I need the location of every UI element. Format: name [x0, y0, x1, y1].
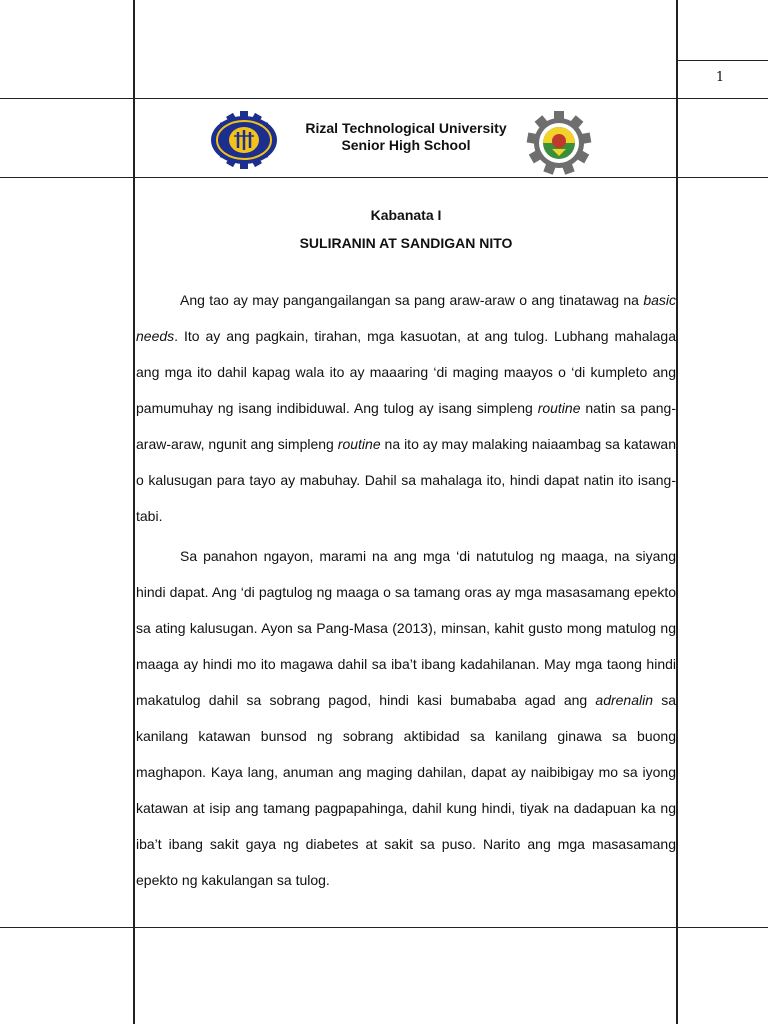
body-paragraph-2: [136, 538, 676, 898]
rtu-seal-icon: [208, 111, 280, 174]
chapter-title: SULIRANIN AT SANDIGAN NITO: [299, 235, 513, 251]
p1-emphasis-basic-needs: basic needs: [136, 292, 676, 344]
p2-text-1: Sa panahon ngayon, marami na ang mga ‘di natutulog ng maaga, na siyang hindi dapat. Ang ‘di pagtulog ng maaga o sa tamang oras ay mga masasamang epekto sa ating kalusugan. Ayon sa Pang-Masa (2013), minsan, kahit gusto mong matulog ng maaga ay hindi mo ito magawa dahil sa iba’t ibang kadahilanan. May mga taong hindi makatulog dahil sa sobrang pagod, hindi kasi bumababa agad ang: [136, 548, 676, 708]
p2-text-2: sa kanilang katawan bunsod ng sobrang aktibidad sa kanilang ginawa sa buong maghapon. Kaya lang, anuman ang maging dahilan, dapat ay naibibigay mo sa iyong katawan at isip ang tamang pagpapahinga, dahil kung hindi, tiyak na dadapuan ka ng iba’t ibang sakit gaya ng diabetes at sakit sa puso. Narito ang mga masasamang epekto ng kakulangan sa tulog.: [136, 692, 676, 888]
rtu-shs-gear-seal-icon: [526, 110, 592, 181]
right-margin-line: [676, 0, 678, 1024]
p1-emphasis-routine-1: routine: [537, 400, 581, 416]
p1-text-4: na ito ay may malaking naiaambag sa katawan o kalusugan para tayo ay mabuhay. Dahil sa mahalaga ito, hindi dapat natin ito isang-tabi.: [136, 436, 677, 524]
left-margin-line: [133, 0, 135, 1024]
p1-text-1: Ang tao ay may pangangailangan sa pang araw-araw o ang tinatawag na: [180, 292, 644, 308]
university-header: [290, 120, 522, 154]
page-number: 1: [715, 70, 725, 85]
page-number-box-top-line: [677, 60, 768, 61]
p2-emphasis-adrenalin: adrenalin: [595, 692, 654, 708]
header-top-line: [0, 98, 768, 99]
chapter-label: Kabanata I: [370, 207, 442, 223]
school-name: Senior High School: [341, 137, 471, 153]
p1-text-3: natin sa pang-araw-araw, ngunit ang simpleng: [136, 400, 677, 452]
body-paragraph-1: [136, 282, 676, 534]
header-bottom-line: [0, 177, 768, 178]
footer-line: [0, 927, 768, 928]
p1-text-2: . Ito ay ang pagkain, tirahan, mga kasuotan, at ang tulog. Lubhang mahalaga ang mga ito dahil kapag wala ito ay maaaring ‘di maging maayos o ‘di kumpleto ang pamumuhay ng isang indibiduwal. Ang tulog ay isang simpleng: [136, 328, 676, 416]
university-name: Rizal Technological University: [305, 120, 507, 136]
p1-emphasis-routine-2: routine: [337, 436, 381, 452]
